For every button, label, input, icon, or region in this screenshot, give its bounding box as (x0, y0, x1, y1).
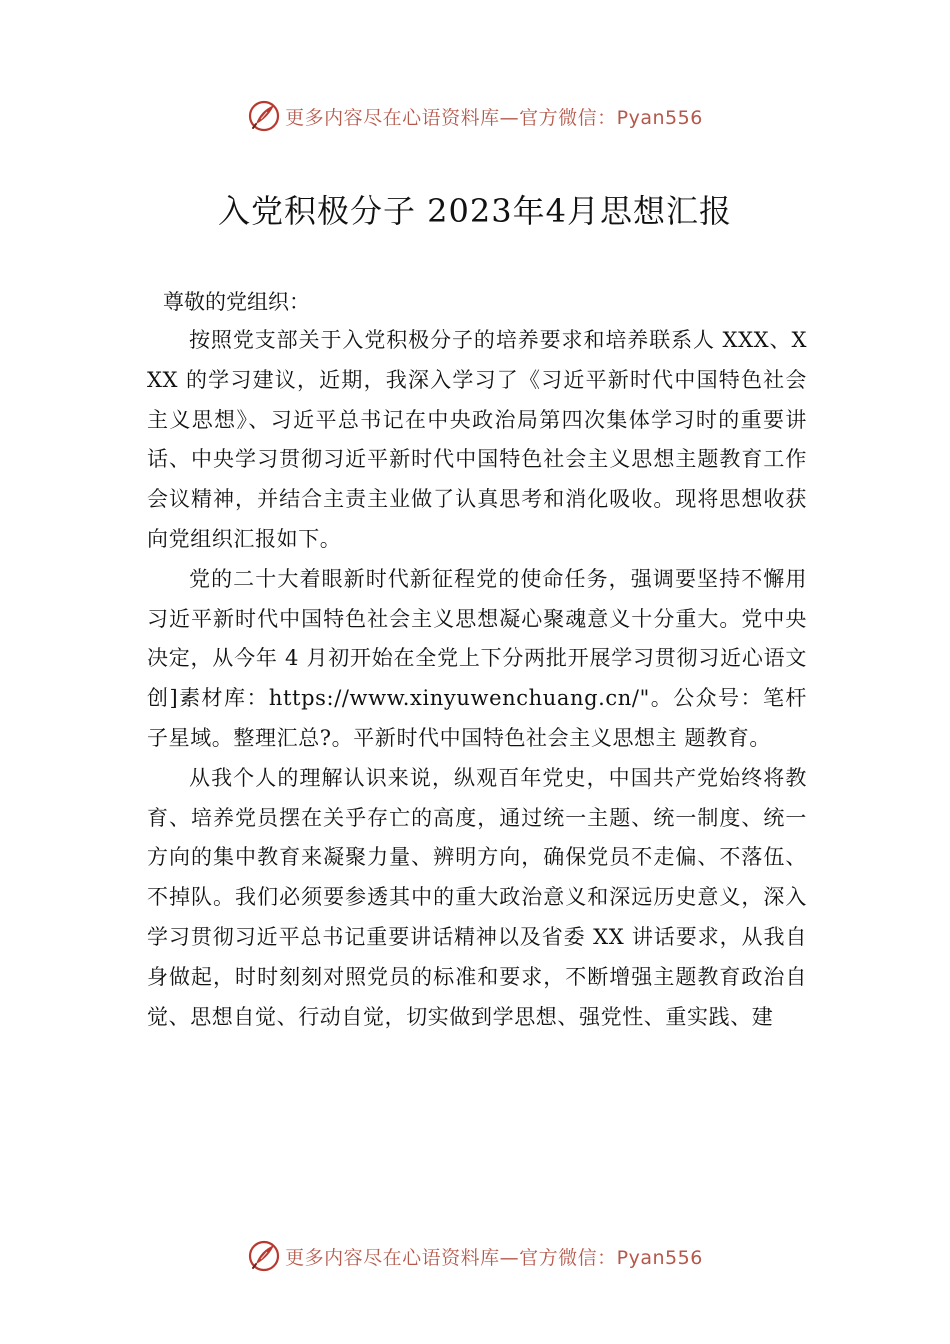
salutation: 尊敬的党组织： (163, 290, 310, 314)
feather-pen-logo-icon (247, 99, 281, 133)
header-banner (0, 96, 950, 136)
page-title: 入党积极分子 2023年4月思想汇报 (218, 192, 732, 230)
banner-text: 更多内容尽在心语资料库—官方微信：Pyan556 (285, 106, 703, 129)
paragraph-2: 党的二十大着眼新时代新征程党的使命任务，强调要坚持不懈用习近平新时代中国特色社会主义思想凝心聚魂意义十分重大。党中央决定，从今年 4 月初开始在全党上下分两批开展学习贯彻习近心语文创]素材库：https://www.xinyuwenchuang.cn/"。公众号：笔杆子星域。整理汇总?。平新时代中国特色社会主义思想主 题教育。 (147, 566, 807, 750)
feather-pen-logo-icon (247, 1239, 281, 1273)
banner-text: 更多内容尽在心语资料库—官方微信：Pyan556 (285, 1246, 703, 1269)
footer-banner (0, 1236, 950, 1276)
body-text (147, 321, 807, 1037)
paragraph-3: 从我个人的理解认识来说，纵观百年党史，中国共产党始终将教育、培养党员摆在关乎存亡的高度，通过统一主题、统一制度、统一方向的集中教育来凝聚力量、辨明方向，确保党员不走偏、不落伍、不掉队。我们必须要参透其中的重大政治意义和深远历史意义，深入学习贯彻习近平总书记重要讲话精神以及省委 XX 讲话要求，从我自身做起，时时刻刻对照党员的标准和要求，不断增强主题教育政治自觉、思想自觉、行动自觉，切实做到学思想、强党性、重实践、建 (147, 765, 807, 1029)
paragraph-1: 按照党支部关于入党积极分子的培养要求和培养联系人 XXX、XXX 的学习建议，近期，我深入学习了《习近平新时代中国特色社会主义思想》、习近平总书记在中央政治局第四次集体学习时的重要讲话、中央学习贯彻习近平新时代中国特色社会主义思想主题教育工作会议精神，并结合主责主业做了认真思考和消化吸收。现将思想收获向党组织汇报如下。 (147, 328, 807, 551)
